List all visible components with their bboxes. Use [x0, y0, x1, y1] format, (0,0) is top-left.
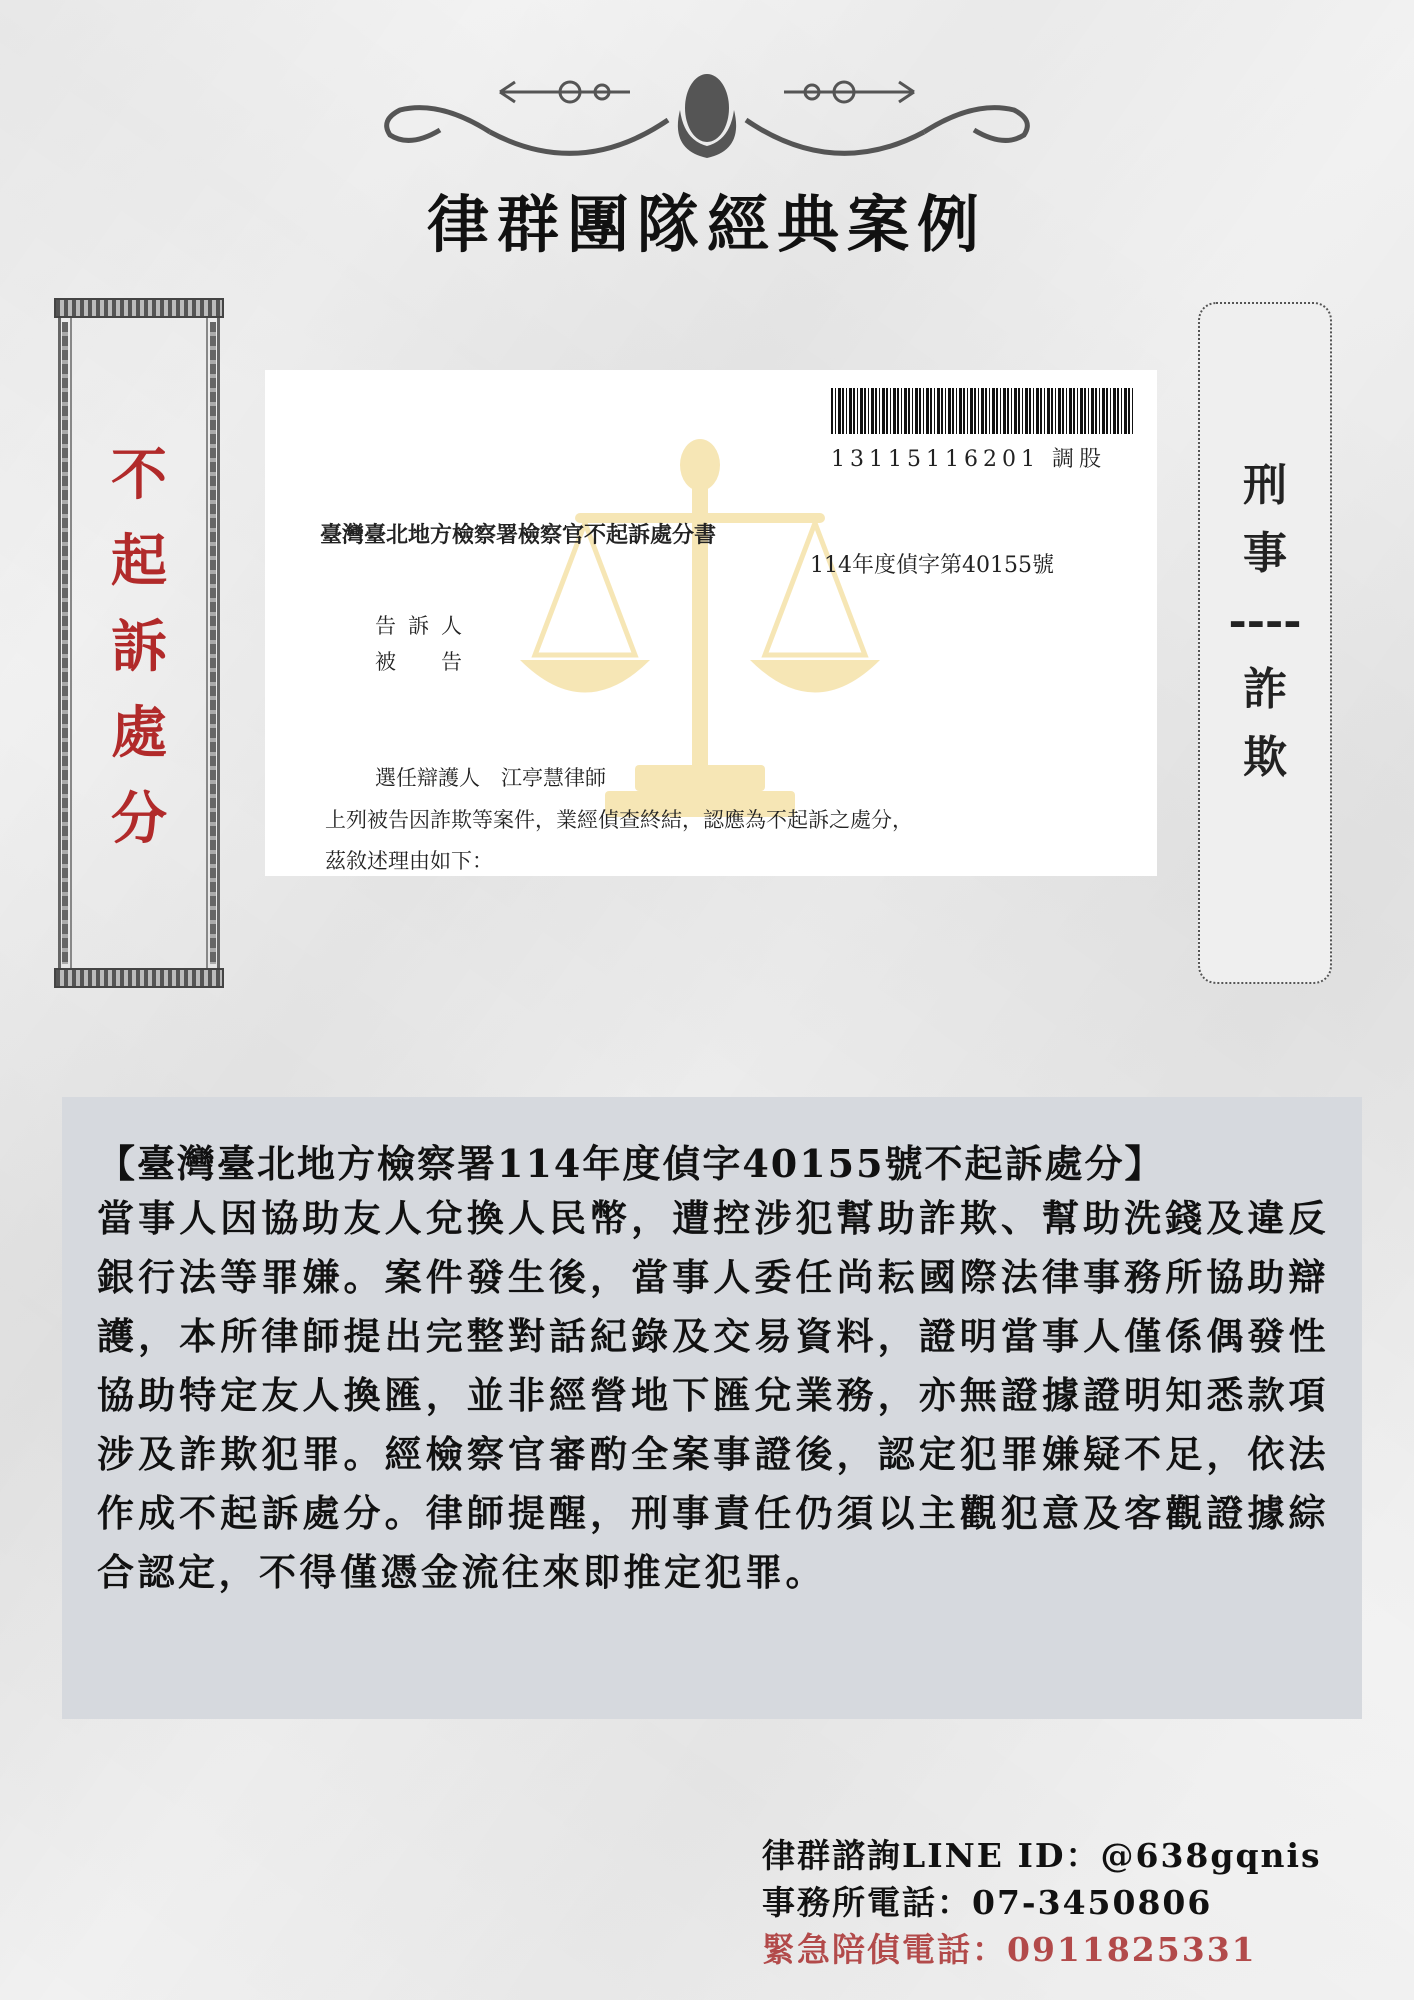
- case-type-char: 欺: [1243, 732, 1287, 783]
- left-banner-char: 分: [111, 786, 167, 852]
- lotus-ornament-icon: [380, 70, 1034, 170]
- left-banner-char: 起: [111, 528, 167, 594]
- case-number: 114年度偵字第40155號: [810, 553, 1054, 578]
- document-line: 上列被告因詐欺等案件，業經偵查終結，認應為不起訴之處分，: [325, 808, 913, 832]
- document-title: 臺灣臺北地方檢察署檢察官不起訴處分書: [320, 522, 717, 548]
- complainant-label: 告訴人: [375, 614, 474, 638]
- summary-body: 當事人因協助友人兌換人民幣，遭控涉犯幫助詐欺、幫助洗錢及違反銀行法等罪嫌。案件發生後，當事人委任尚耘國際法律事務所協助辯護，本所律師提出完整對話紀錄及交易資料，證明當事人僅係偶發性協助特定友人換匯，並非經營地下匯兌業務，亦無證據證明知悉款項涉及詐欺犯罪。經檢察官審酌全案事證後，認定犯罪嫌疑不足，依法作成不起訴處分。律師提醒，刑事責任仍須以主觀犯意及客觀證據綜合認定，不得僅憑金流往來即推定犯罪。: [97, 1196, 1329, 1594]
- office-phone: 事務所電話：07-3450806: [762, 1883, 1213, 1922]
- barcode-number: 13115116201 調股: [831, 447, 1106, 472]
- left-banner-frame: [58, 302, 220, 984]
- document-line: 茲敘述理由如下：: [325, 849, 493, 873]
- case-type-char: 事: [1243, 528, 1287, 579]
- left-banner-char: 不: [111, 442, 167, 508]
- left-banner-char: 訴: [111, 614, 167, 680]
- indictment-document: [265, 370, 1157, 876]
- line-id-contact: 律群諮詢LINE ID：@638gqnis: [762, 1836, 1322, 1875]
- defense-counsel: 選任辯護人 江亭慧律師: [375, 766, 606, 790]
- left-banner-text: [58, 432, 220, 862]
- case-type-char: 詐: [1243, 664, 1287, 715]
- page-title: 律群團隊經典案例: [426, 188, 987, 261]
- scales-of-justice-icon: [515, 435, 885, 855]
- case-type-text: [1200, 452, 1330, 792]
- barcode: [831, 388, 1135, 434]
- case-type-panel: [1198, 302, 1332, 984]
- defendant-label: 被 告: [375, 650, 474, 674]
- summary-heading: 【臺灣臺北地方檢察署114年度偵字40155號不起訴處分】: [97, 1141, 1165, 1186]
- case-summary-box: [62, 1097, 1362, 1719]
- case-type-char: 刑: [1243, 460, 1287, 511]
- case-type-divider: ----: [1228, 596, 1302, 647]
- left-banner-char: 處: [111, 700, 167, 766]
- emergency-phone: 緊急陪偵電話：0911825331: [762, 1930, 1257, 1969]
